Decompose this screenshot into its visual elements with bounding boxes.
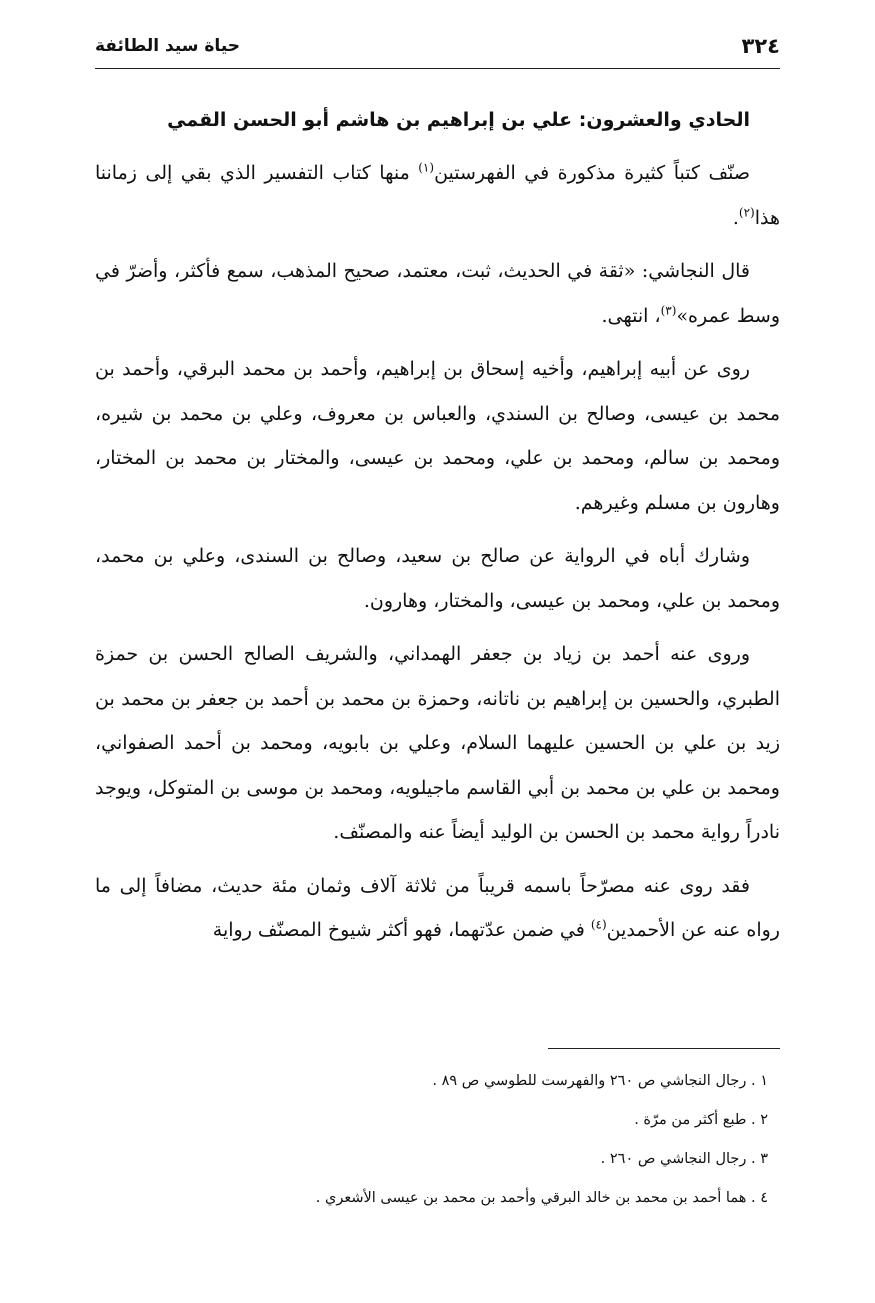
paragraph-text: في ضمن عدّتهما، فهو أكثر شيوخ المصنّف رواية [212,919,591,941]
footnote: ١ . رجال النجاشي ص ٢٦٠ والفهرست للطوسي ص ٨٩ . [432,1073,768,1089]
footnote-reference[interactable]: (٤) [590,917,607,932]
paragraph-text: فقد روى عنه مصرّحاً باسمه قريباً من ثلاثة آلاف وثمان مئة حديث، مضافاً إلى ما رواه عنه عن الأحمدين [95,874,780,941]
running-title: حياة سيد الطائفة [95,36,241,56]
paragraph [95,864,780,953]
footnotes [95,1062,780,1218]
footnote-reference[interactable]: (٣) [660,303,677,318]
footnote: ٢ . طبع أكثر من مرّة . [634,1112,768,1128]
paragraph [95,151,780,240]
paragraph-text: قال النجاشي: «ثقة في الحديث، ثبت، معتمد، صحيح المذهب، سمع فأكثر، وأضرّ في وسط عمره» [95,260,780,327]
footnote-separator [548,1048,780,1049]
paragraph: وروى عنه أحمد بن زياد بن جعفر الهمداني، والشريف الصالح الحسن بن حمزة الطبري، والحسين بن إبراهيم بن ناتانه، وحمزة بن محمد بن أحمد بن جعفر بن محمد بن زيد بن علي بن الحسين عليهما السلام، وعلي بن بابويه، ومحمد بن أحمد الصفواني، ومحمد بن علي بن محمد بن أبي القاسم ماجيلويه، ومحمد بن موسى بن المتوكل، ويوجد نادراً رواية محمد بن الحسن بن الوليد أيضاً عنه والمصنّف. [95,643,780,843]
page-number: ٣٢٤ [741,34,780,58]
footnote: ٤ . هما أحمد بن محمد بن خالد البرقي وأحمد بن محمد بن عيسى الأشعري . [315,1190,768,1206]
paragraph-text: ، انتهى. [601,304,661,327]
paragraph: وشارك أباه في الرواية عن صالح بن سعيد، وصالح بن السندى، وعلي بن محمد، ومحمد بن علي، ومحمد بن عيسى، والمختار، وهارون. [95,545,780,612]
paragraph-text: صنّف كتباً كثيرة مذكورة في الفهرستين [434,162,750,184]
section-heading: الحادي والعشرون: علي بن إبراهيم بن هاشم أبو الحسن القمي [167,109,750,131]
page-header [95,28,780,69]
paragraph-text: منها كتاب التفسير الذي بقي إلى زماننا هذا [95,162,780,229]
paragraph-text: . [732,206,739,229]
paragraph [95,249,780,338]
footnote-reference[interactable]: (١) [418,160,435,175]
footnote-reference[interactable]: (٢) [738,205,755,220]
footnote: ٣ . رجال النجاشي ص ٢٦٠ . [600,1151,768,1167]
main-text [95,98,780,962]
paragraph: روى عن أبيه إبراهيم، وأخيه إسحاق بن إبراهيم، وأحمد بن محمد البرقي، وأحمد بن محمد بن عيسى، وصالح بن السندي، والعباس بن معروف، وعلي بن محمد بن شيره، ومحمد بن سالم، ومحمد بن علي، ومحمد بن عيسى، والمختار بن محمد بن المختار، وهارون بن مسلم وغيرهم. [95,358,780,514]
